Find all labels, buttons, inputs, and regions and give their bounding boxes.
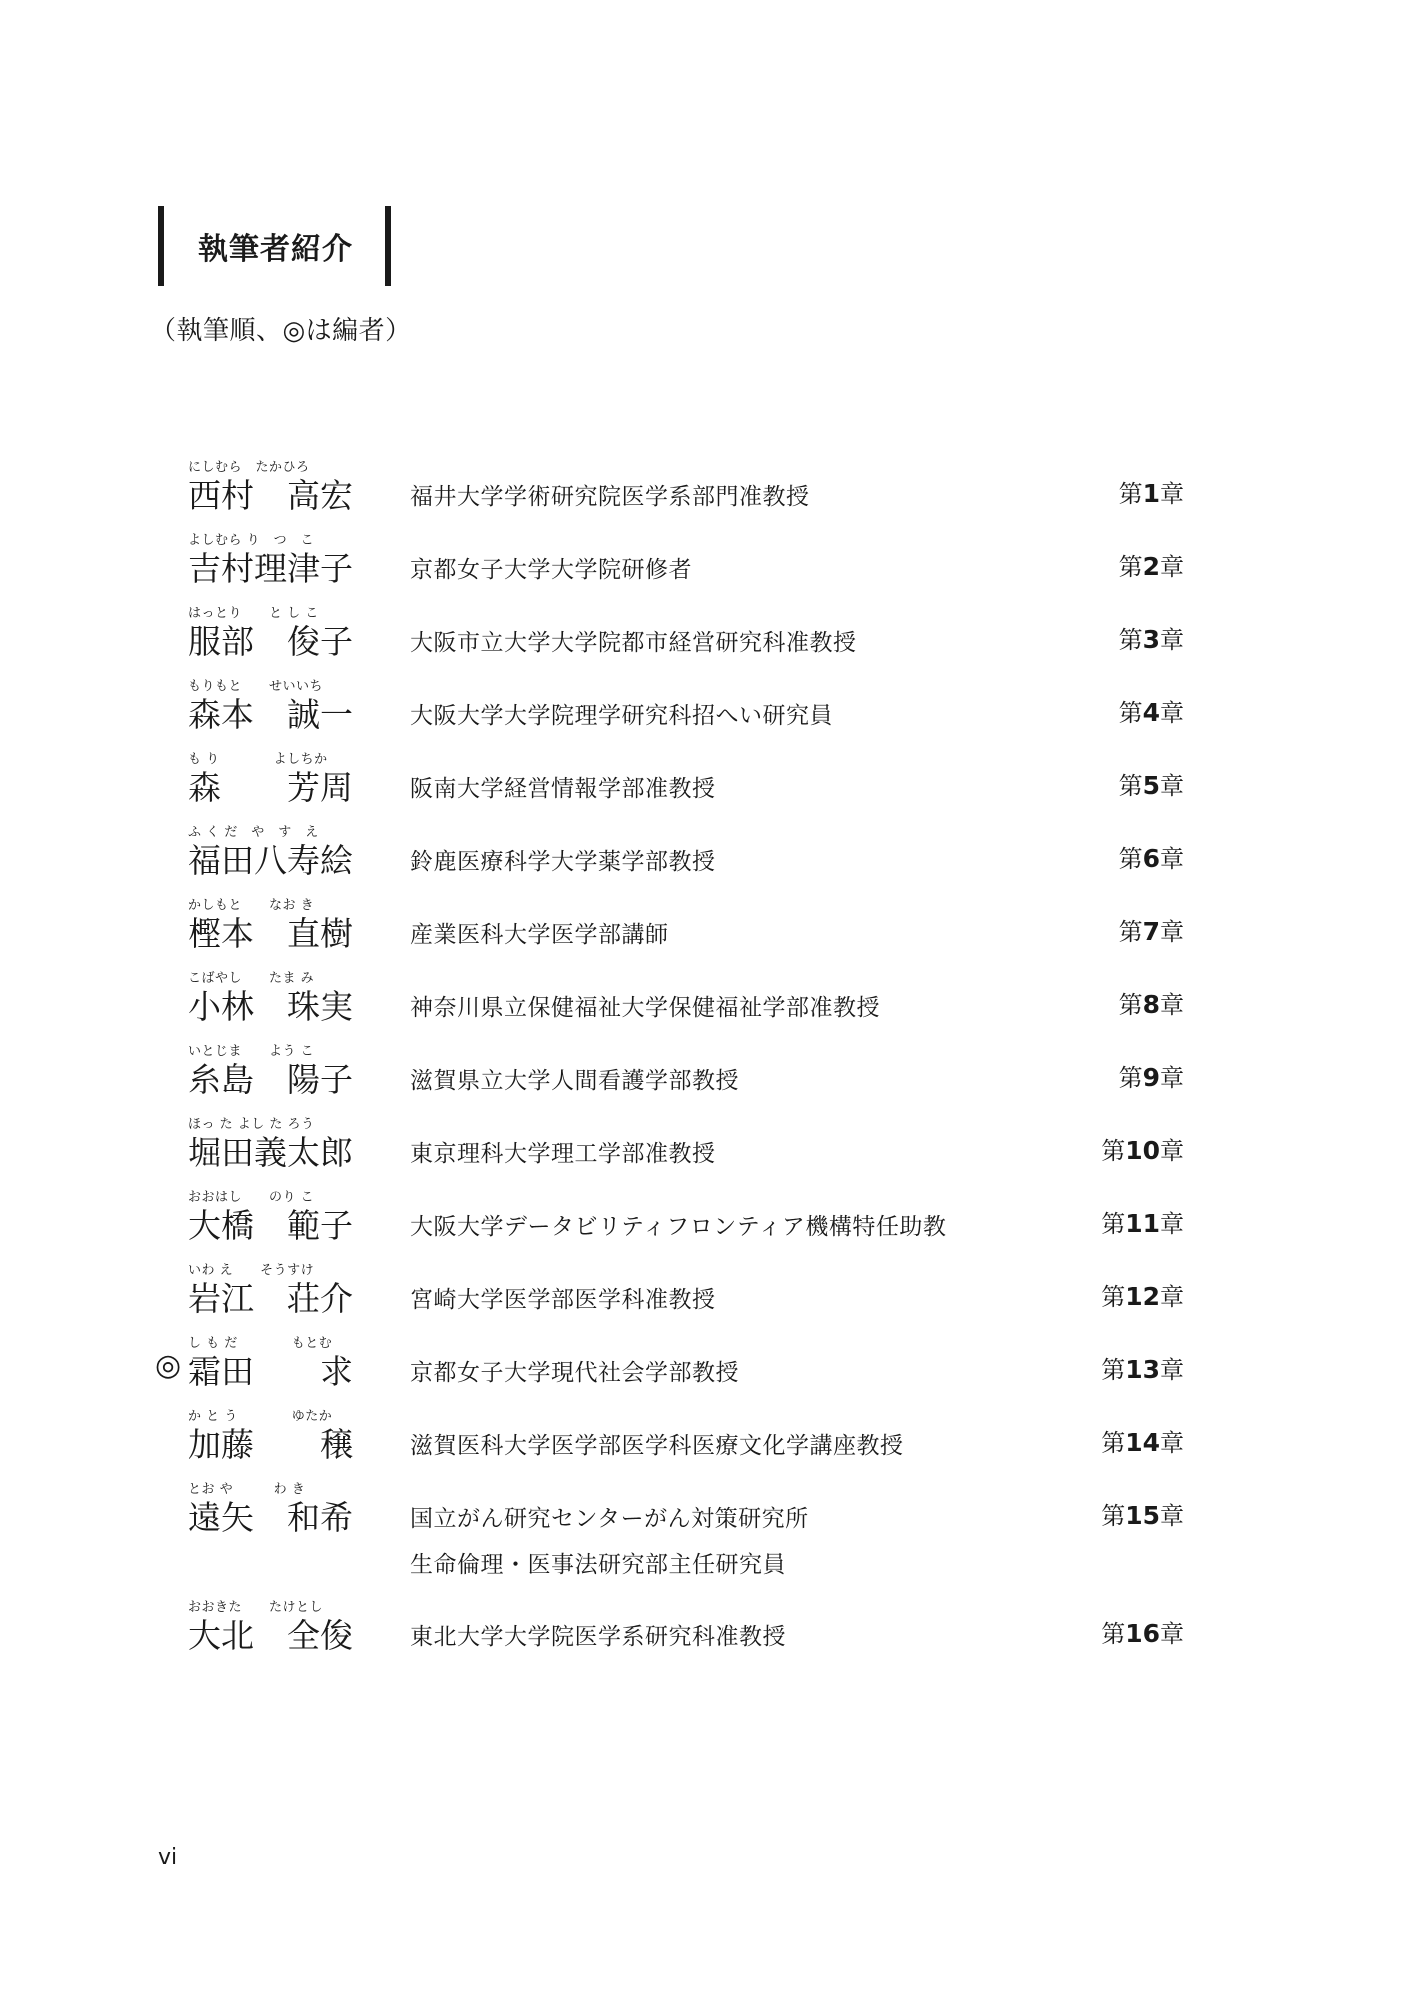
chapter-label bbox=[1119, 693, 1184, 728]
author-name-block bbox=[188, 1405, 388, 1465]
author-affiliation: 滋賀医科大学医学部医学科医療文化学講座教授 bbox=[410, 1433, 904, 1459]
chapter-suffix: 章 bbox=[1160, 1356, 1184, 1384]
chapter-prefix: 第 bbox=[1118, 699, 1143, 727]
author-furigana: おおきた たけとし bbox=[188, 1600, 324, 1615]
chapter-suffix: 章 bbox=[1160, 699, 1184, 727]
author-name: 岩江 荘介 bbox=[188, 1279, 353, 1318]
author-name-block bbox=[188, 1259, 388, 1319]
chapter-suffix: 章 bbox=[1160, 1210, 1184, 1238]
chapter-prefix: 第 bbox=[1101, 1620, 1126, 1648]
author-affiliation: 大阪大学大学院理学研究科招へい研究員 bbox=[410, 703, 833, 729]
chapter-number: 2 bbox=[1142, 552, 1160, 581]
chapter-prefix: 第 bbox=[1118, 626, 1143, 654]
editor-marker: ◎ bbox=[155, 1348, 182, 1383]
chapter-prefix: 第 bbox=[1118, 480, 1143, 508]
author-name-block bbox=[188, 821, 388, 881]
chapter-label bbox=[1101, 1131, 1184, 1166]
chapter-number: 9 bbox=[1142, 1063, 1160, 1092]
author-furigana: おおはし のり こ bbox=[188, 1190, 315, 1205]
chapter-prefix: 第 bbox=[1101, 1502, 1126, 1530]
author-affiliation: 京都女子大学現代社会学部教授 bbox=[410, 1360, 739, 1386]
chapter-prefix: 第 bbox=[1118, 1064, 1143, 1092]
author-name: 小林 珠実 bbox=[188, 987, 353, 1026]
author-affiliation: 京都女子大学大学院研修者 bbox=[410, 557, 692, 583]
author-name: 大橋 範子 bbox=[188, 1206, 353, 1245]
chapter-number: 12 bbox=[1125, 1282, 1160, 1311]
chapter-label bbox=[1101, 1204, 1184, 1239]
author-furigana: し も だ もとむ bbox=[188, 1336, 333, 1351]
chapter-suffix: 章 bbox=[1160, 1620, 1184, 1648]
chapter-prefix: 第 bbox=[1118, 991, 1143, 1019]
chapter-prefix: 第 bbox=[1101, 1429, 1126, 1457]
page-title: 執筆者紹介 bbox=[198, 232, 353, 267]
author-furigana: ほっ た よし た ろう bbox=[188, 1117, 315, 1132]
author-affiliation: 国立がん研究センターがん対策研究所 bbox=[410, 1506, 809, 1532]
chapter-number: 13 bbox=[1125, 1355, 1160, 1384]
chapter-label bbox=[1119, 839, 1184, 874]
author-name-block bbox=[188, 456, 388, 516]
author-affiliation: 産業医科大学医学部講師 bbox=[410, 922, 669, 948]
chapter-suffix: 章 bbox=[1160, 1502, 1184, 1530]
author-name-block bbox=[188, 1332, 388, 1392]
editor-note: （執筆順、◎は編者） bbox=[150, 316, 412, 346]
chapter-suffix: 章 bbox=[1160, 918, 1184, 946]
author-affiliation: 東京理科大学理工学部准教授 bbox=[410, 1141, 716, 1167]
chapter-suffix: 章 bbox=[1160, 626, 1184, 654]
chapter-label bbox=[1119, 766, 1184, 801]
chapter-number: 16 bbox=[1125, 1619, 1160, 1648]
author-furigana: ふ く だ や す え bbox=[188, 825, 319, 840]
section-heading bbox=[158, 206, 391, 286]
chapter-suffix: 章 bbox=[1160, 1137, 1184, 1165]
author-furigana: にしむら たかひろ bbox=[188, 460, 310, 475]
chapter-prefix: 第 bbox=[1118, 845, 1143, 873]
chapter-suffix: 章 bbox=[1160, 845, 1184, 873]
chapter-label bbox=[1119, 912, 1184, 947]
chapter-prefix: 第 bbox=[1118, 772, 1143, 800]
author-affiliation: 神奈川県立保健福祉大学保健福祉学部准教授 bbox=[410, 995, 880, 1021]
chapter-prefix: 第 bbox=[1118, 918, 1143, 946]
chapter-number: 7 bbox=[1142, 917, 1160, 946]
author-name-block bbox=[188, 1113, 388, 1173]
author-name: 吉村理津子 bbox=[188, 549, 353, 588]
author-affiliation: 鈴鹿医療科学大学薬学部教授 bbox=[410, 849, 716, 875]
chapter-number: 1 bbox=[1142, 479, 1160, 508]
chapter-suffix: 章 bbox=[1160, 553, 1184, 581]
author-name-block bbox=[188, 1596, 388, 1656]
chapter-label bbox=[1101, 1277, 1184, 1312]
chapter-number: 8 bbox=[1142, 990, 1160, 1019]
author-name-block bbox=[188, 967, 388, 1027]
chapter-number: 3 bbox=[1142, 625, 1160, 654]
author-name: 大北 全俊 bbox=[188, 1616, 353, 1655]
chapter-label bbox=[1119, 1058, 1184, 1093]
chapter-number: 11 bbox=[1125, 1209, 1160, 1238]
chapter-number: 14 bbox=[1125, 1428, 1160, 1457]
author-furigana: よしむら り つ こ bbox=[188, 533, 315, 548]
chapter-label bbox=[1101, 1614, 1184, 1649]
author-affiliation: 福井大学学術研究院医学系部門准教授 bbox=[410, 484, 810, 510]
chapter-label bbox=[1119, 985, 1184, 1020]
chapter-number: 4 bbox=[1142, 698, 1160, 727]
chapter-suffix: 章 bbox=[1160, 1064, 1184, 1092]
chapter-label bbox=[1101, 1350, 1184, 1385]
author-affiliation: 大阪大学データビリティフロンティア機構特任助教 bbox=[410, 1214, 947, 1240]
author-furigana: こばやし たま み bbox=[188, 971, 315, 986]
author-name-block bbox=[188, 894, 388, 954]
author-affiliation: 阪南大学経営情報学部准教授 bbox=[410, 776, 716, 802]
chapter-prefix: 第 bbox=[1101, 1356, 1126, 1384]
author-furigana: いとじま よう こ bbox=[188, 1044, 315, 1059]
author-name-block bbox=[188, 675, 388, 735]
author-name-block bbox=[188, 1186, 388, 1246]
author-affiliation: 宮崎大学医学部医学科准教授 bbox=[410, 1287, 716, 1313]
author-furigana: はっとり と し こ bbox=[188, 606, 319, 621]
author-name: 福田八寿絵 bbox=[188, 841, 353, 880]
author-affiliation: 大阪市立大学大学院都市経営研究科准教授 bbox=[410, 630, 857, 656]
author-name: 糸島 陽子 bbox=[188, 1060, 353, 1099]
author-furigana: かしもと なお き bbox=[188, 898, 315, 913]
author-name-block bbox=[188, 748, 388, 808]
chapter-label bbox=[1119, 474, 1184, 509]
author-furigana: とお や わ き bbox=[188, 1482, 306, 1497]
author-name-block bbox=[188, 1040, 388, 1100]
chapter-suffix: 章 bbox=[1160, 480, 1184, 508]
author-affiliation: 東北大学大学院医学系研究科准教授 bbox=[410, 1624, 786, 1650]
chapter-number: 6 bbox=[1142, 844, 1160, 873]
author-name: 霜田 求 bbox=[188, 1352, 353, 1391]
chapter-prefix: 第 bbox=[1101, 1137, 1126, 1165]
author-furigana: も り よしちか bbox=[188, 752, 328, 767]
author-name: 堀田義太郎 bbox=[188, 1133, 353, 1172]
author-name: 遠矢 和希 bbox=[188, 1498, 353, 1537]
chapter-label bbox=[1101, 1496, 1184, 1531]
chapter-suffix: 章 bbox=[1160, 1429, 1184, 1457]
chapter-prefix: 第 bbox=[1118, 553, 1143, 581]
chapter-suffix: 章 bbox=[1160, 772, 1184, 800]
chapter-number: 15 bbox=[1125, 1501, 1160, 1530]
chapter-suffix: 章 bbox=[1160, 1283, 1184, 1311]
page-number: vi bbox=[158, 1845, 178, 1870]
author-name: 森本 誠一 bbox=[188, 695, 353, 734]
author-furigana: もりもと せいいち bbox=[188, 679, 324, 694]
chapter-prefix: 第 bbox=[1101, 1210, 1126, 1238]
chapter-prefix: 第 bbox=[1101, 1283, 1126, 1311]
author-furigana: か と う ゆたか bbox=[188, 1409, 333, 1424]
chapter-suffix: 章 bbox=[1160, 991, 1184, 1019]
chapter-label bbox=[1101, 1423, 1184, 1458]
author-name: 森 芳周 bbox=[188, 768, 353, 807]
heading-right-bar bbox=[385, 206, 391, 286]
chapter-number: 5 bbox=[1142, 771, 1160, 800]
author-name: 加藤 穣 bbox=[188, 1425, 353, 1464]
author-name-block bbox=[188, 529, 388, 589]
author-furigana: いわ え そうすけ bbox=[188, 1263, 315, 1278]
chapter-label bbox=[1119, 620, 1184, 655]
chapter-number: 10 bbox=[1125, 1136, 1160, 1165]
author-name: 服部 俊子 bbox=[188, 622, 353, 661]
author-name: 樫本 直樹 bbox=[188, 914, 353, 953]
chapter-label bbox=[1119, 547, 1184, 582]
author-affiliation: 滋賀県立大学人間看護学部教授 bbox=[410, 1068, 739, 1094]
author-name-block bbox=[188, 1478, 388, 1538]
author-name: 西村 高宏 bbox=[188, 476, 353, 515]
author-affiliation-line2: 生命倫理・医事法研究部主任研究員 bbox=[410, 1552, 786, 1578]
author-name-block bbox=[188, 602, 388, 662]
